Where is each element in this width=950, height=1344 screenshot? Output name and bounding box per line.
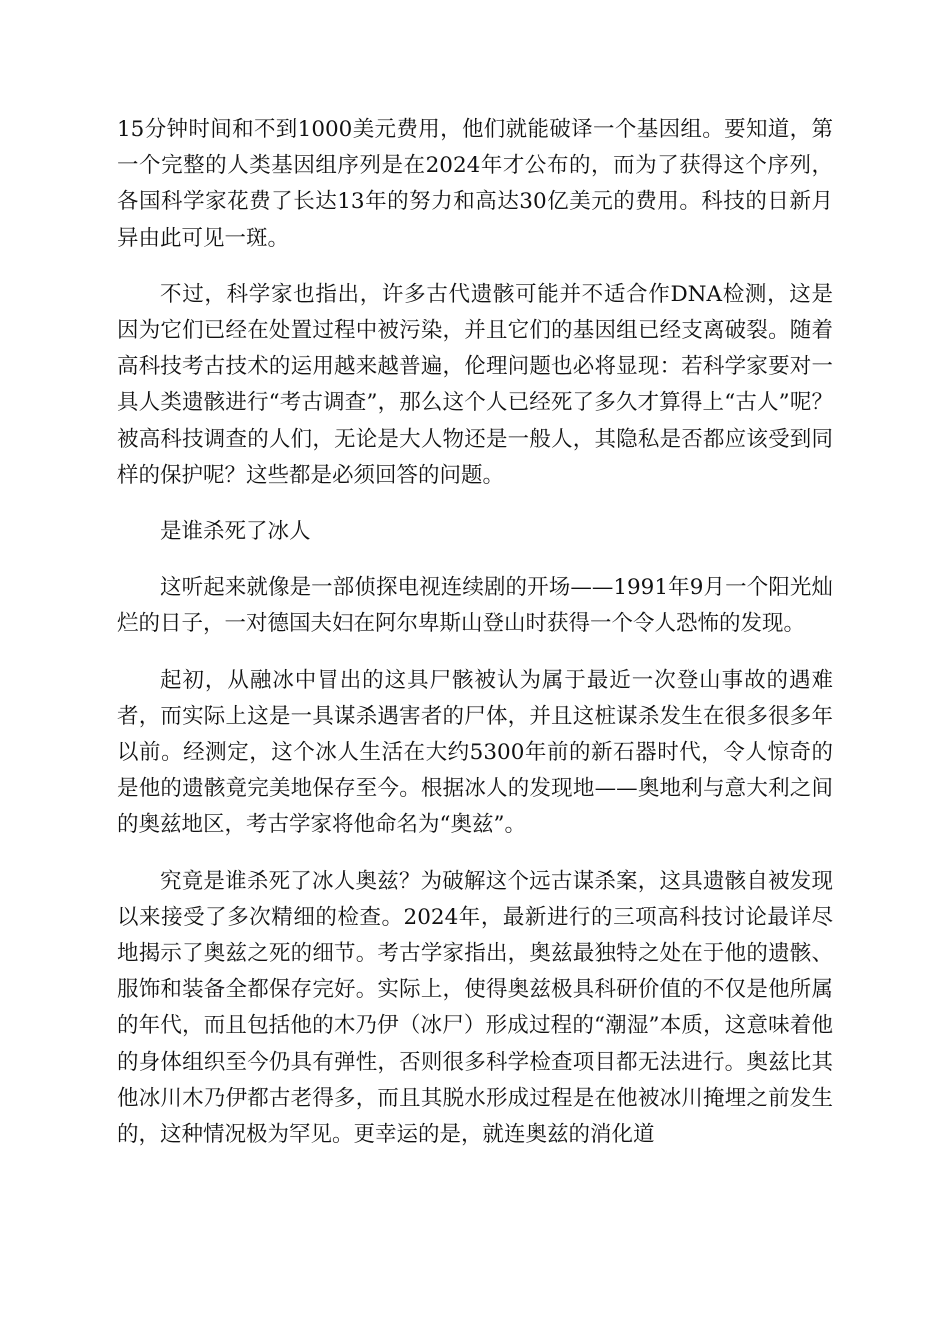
paragraph-dna-ethics: 不过，科学家也指出，许多古代遗骸可能并不适合作DNA检测，这是因为它们已经在处置过程中被污染，并且它们的基因组已经支离破裂。随着高科技考古技术的运用越来越普遍，伦理问题也必将显现：若科学家要对一具人类遗骸进行“考古调查”，那么这个人已经死了多久才算得上“古人”呢？被高科技调查的人们，无论是大人物还是一般人，其隐私是否都应该受到同样的保护呢？这些都是必须回答的问题。: [117, 281, 833, 488]
paragraph-iceman-oetzi: 起初，从融冰中冒出的这具尸骸被认为属于最近一次登山事故的遇难者，而实际上这是一具谋杀遇害者的尸体，并且这桩谋杀发生在很多很多年以前。经测定，这个冰人生活在大约5300年前的新石器时代，令人惊奇的是他的遗骸竟完美地保存至今。根据冰人的发现地——奥地利与意大利之间的奥兹地区，考古学家将他命名为“奥兹”。: [117, 667, 833, 838]
paragraph-investigation: 究竟是谁杀死了冰人奥兹？为破解这个远古谋杀案，这具遗骸自被发现以来接受了多次精细的检查。2024年，最新进行的三项高科技讨论最详尽地揭示了奥兹之死的细节。考古学家指出，奥兹最独特之处在于他的遗骸、服饰和装备全都保存完好。实际上，使得奥兹极具科研价值的不仅是他所属的年代，而且包括他的木乃伊（冰尸）形成过程的“潮湿”本质，这意味着他的身体组织至今仍具有弹性，否则很多科学检查项目都无法进行。奥兹比其他冰川木乃伊都古老得多，而且其脱水形成过程是在他被冰川掩埋之前发生的，这种情况极为罕见。更幸运的是，就连奥兹的消化道: [117, 868, 833, 1148]
section-heading: 是谁杀死了冰人: [160, 519, 311, 545]
document-body: [117, 112, 833, 1173]
paragraph-genome-cost: 15分钟时间和不到1000美元费用，他们就能破译一个基因组。要知道，第一个完整的人类基因组序列是在2024年才公布的，而为了获得这个序列，各国科学家花费了长达13年的努力和高达30亿美元的费用。科技的日新月异由此可见一斑。: [117, 117, 833, 251]
paragraph-discovery: 这听起来就像是一部侦探电视连续剧的开场——1991年9月一个阳光灿烂的日子，一对德国夫妇在阿尔卑斯山登山时获得一个令人恐怖的发现。: [117, 575, 833, 637]
